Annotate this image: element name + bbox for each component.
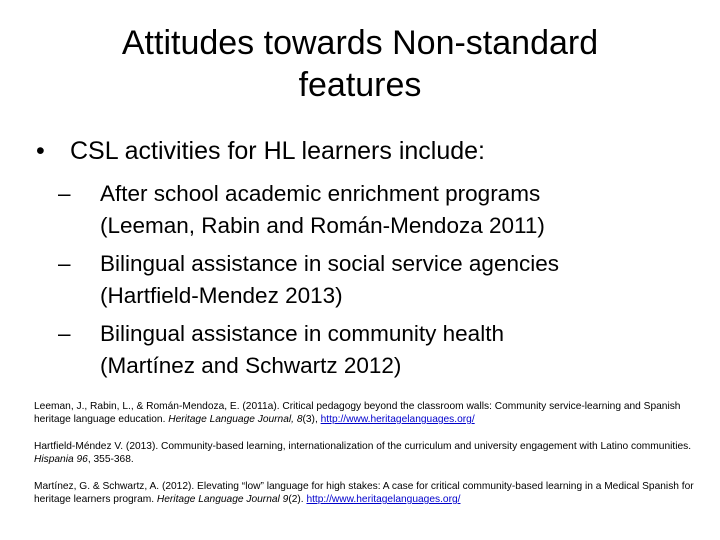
subbullet-citation: (Hartfield-Mendez 2013) <box>100 283 343 308</box>
reference-text: Hartfield-Méndez V. (2013). Community-based learning, internationalization of the curriculum and university engagement with Latino communities. <box>34 441 692 452</box>
subbullet-text: After school academic enrichment programs <box>100 181 541 206</box>
bullet-item <box>28 136 698 166</box>
reference-entry <box>34 400 714 426</box>
subbullet-item <box>28 178 698 242</box>
subbullet-text: Bilingual assistance in social service agencies <box>100 251 559 276</box>
subbullet-item <box>28 318 698 382</box>
reference-issue: (2). <box>288 494 307 505</box>
reference-volume: 96 <box>73 454 88 465</box>
subbullet-marker: – <box>58 321 71 346</box>
subbullet-citation: (Leeman, Rabin and Román-Mendoza 2011) <box>100 213 545 238</box>
subbullet-marker: – <box>58 181 71 206</box>
subbullet-marker: – <box>58 251 71 276</box>
reference-journal: Heritage Language Journal <box>168 414 292 425</box>
reference-journal: Heritage Language Journal <box>156 494 280 505</box>
reference-text: Leeman, J., Rabin, L., & Román-Mendoza, E. (2011a). Critical pedagogy beyond the classroom walls: Community service-learning and Spanish heritage language education. <box>34 401 681 425</box>
reference-entry <box>34 440 714 466</box>
reference-text: Martínez, G. & Schwartz, A. (2012). Elevating “low” language for high stakes: A case for critical community-based learning in a Medical Spanish for heritage learners program. <box>34 481 694 505</box>
references <box>34 400 714 520</box>
reference-issue: (3), <box>302 414 321 425</box>
bullet-marker: • <box>36 137 45 165</box>
reference-link[interactable]: http://www.heritagelanguages.org/ <box>320 414 475 425</box>
slide-title: Attitudes towards Non-standard features <box>121 24 599 104</box>
subbullet-text: Bilingual assistance in community health <box>100 321 504 346</box>
reference-volume: , 8 <box>291 414 303 425</box>
bullet-text: CSL activities for HL learners include: <box>70 137 485 165</box>
reference-entry <box>34 480 714 506</box>
reference-pages: , 355-368. <box>87 454 134 465</box>
bullet-list <box>28 136 698 388</box>
reference-link[interactable]: http://www.heritagelanguages.org/ <box>306 494 461 505</box>
reference-journal: Hispania <box>34 454 74 465</box>
subbullet-citation: (Martínez and Schwartz 2012) <box>100 353 402 378</box>
subbullet-item <box>28 248 698 312</box>
reference-volume: 9 <box>279 494 289 505</box>
